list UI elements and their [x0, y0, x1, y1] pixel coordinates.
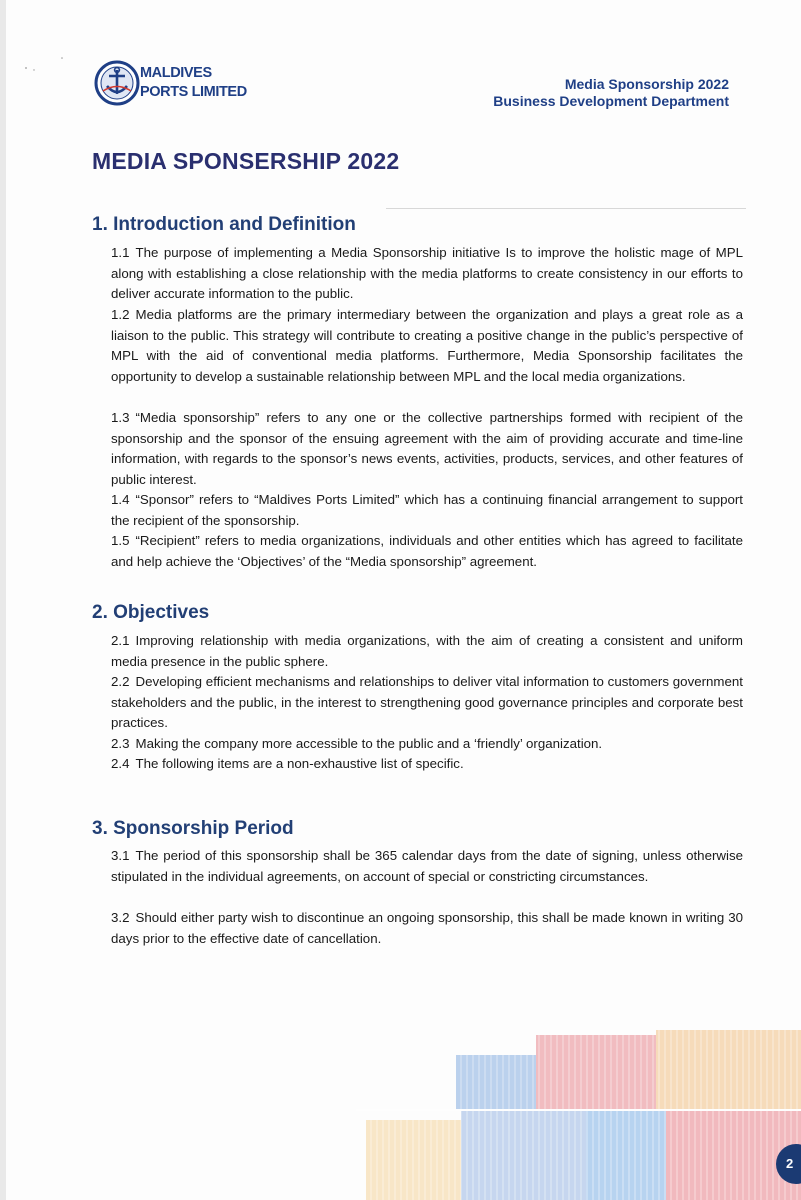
- clause-number: 1.5: [111, 533, 130, 548]
- clause-1-2: [111, 305, 743, 387]
- clause-number: 3.2: [111, 910, 130, 925]
- header-doc-label: Media Sponsorship 2022: [564, 76, 729, 92]
- clause-text: Improving relationship with media organizations, with the aim of creating a consistent and uniform media presence in the public sphere.: [111, 633, 743, 669]
- clause-text: The period of this sponsorship shall be 365 calendar days from the date of signing, unless otherwise stipulated in the individual agreements, on account of special or constricting circumstances.: [111, 848, 743, 884]
- clause-text: Media platforms are the primary intermediary between the organization and plays a great role as a liaison to the public. This strategy will contribute to creating a positive change in the public’s perspective of MPL with the aid of conventional media platforms. Furthermore, Media Sponsorship facilitates the opportunity to develop a sustainable relationship between MPL and the local media organizations.: [111, 307, 743, 384]
- clause-2-3: [111, 734, 743, 755]
- clause-number: 1.3: [111, 410, 130, 425]
- clause-number: 2.2: [111, 674, 130, 689]
- clause-1-1: [111, 243, 743, 305]
- section-heading-introduction: 1. Introduction and Definition: [92, 214, 356, 235]
- section-divider: [386, 208, 746, 209]
- clause-text: “Recipient” refers to media organizations, individuals and other entities which has agreed to facilitate and help achieve the ‘Objectives’ of the “Media sponsorship” agreement.: [111, 533, 743, 569]
- clause-number: 1.4: [111, 492, 130, 507]
- document-header: [493, 76, 729, 110]
- clause-1-5: [111, 531, 743, 572]
- clause-text: “Sponsor” refers to “Maldives Ports Limited” which has a continuing financial arrangement to support the recipient of the sponsorship.: [111, 492, 743, 528]
- clause-number: 2.1: [111, 633, 130, 648]
- clause-text: Making the company more accessible to the public and a ‘friendly’ organization.: [135, 736, 603, 751]
- clause-number: 3.1: [111, 848, 130, 863]
- clause-text: Developing efficient mechanisms and relationships to deliver vital information to customers government stakeholders and the public, in the interest to strengthening good governance principles and corporate best practices.: [111, 674, 743, 730]
- clause-number: 2.3: [111, 736, 130, 751]
- clause-2-1: [111, 631, 743, 672]
- section-heading-objectives: 2. Objectives: [92, 602, 210, 623]
- clause-text: Should either party wish to discontinue an ongoing sponsorship, this shall be made known in writing 30 days prior to the effective date of cancellation.: [111, 910, 743, 946]
- clause-1-3: [111, 408, 743, 490]
- shipping-containers-illustration: [356, 1020, 801, 1200]
- company-logo: [94, 60, 284, 112]
- clause-number: 2.4: [111, 756, 130, 771]
- section-heading-sponsorship-period: 3. Sponsorship Period: [92, 818, 294, 839]
- document-page: [6, 0, 801, 1200]
- clause-text: The following items are a non-exhaustive list of specific.: [135, 756, 464, 771]
- header-department: Business Development Department: [493, 93, 729, 109]
- clause-number: 1.2: [111, 307, 130, 322]
- page-title: MEDIA SPONSERSHIP 2022: [92, 148, 400, 174]
- logo-line-2: PORTS LIMITED: [140, 84, 247, 100]
- clause-1-4: [111, 490, 743, 531]
- scan-specks: [16, 50, 76, 80]
- clause-3-2: [111, 908, 743, 949]
- clause-2-4: [111, 754, 743, 775]
- clause-text: “Media sponsorship” refers to any one or the collective partnerships formed with recipient of the sponsorship and the sponsor of the ensuing agreement with the aim of providing accurate and time-line information, with regards to the sponsor’s news events, activities, products, services, and other features of public interest.: [111, 410, 743, 487]
- clause-number: 1.1: [111, 245, 130, 260]
- logo-line-1: MALDIVES: [140, 65, 212, 81]
- page-number-badge: 2: [776, 1144, 801, 1184]
- clause-2-2: [111, 672, 743, 734]
- anchor-emblem-icon: [94, 60, 140, 106]
- clause-3-1: [111, 846, 743, 887]
- clause-text: The purpose of implementing a Media Sponsorship initiative Is to improve the holistic mage of MPL along with establishing a close relationship with the media platforms to create consistency in our efforts to deliver accurate information to the public.: [111, 245, 743, 301]
- logo-wordmark: [140, 64, 247, 102]
